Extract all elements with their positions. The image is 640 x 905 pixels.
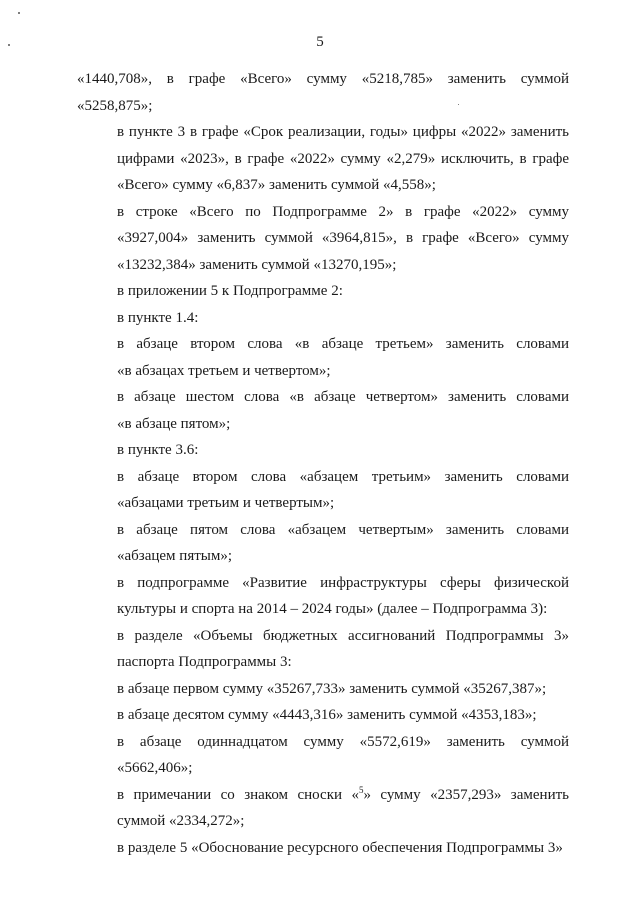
paragraph [77,623,569,676]
text-fragment: » сумму «2357,293» заменить [363,786,569,803]
text-line: в пункте 1.4: [117,309,199,326]
text-line: в абзаце первом сумму «35267,733» заменить суммой «35267,387»; [117,680,547,697]
text-line: в пункте 3 в графе «Срок реализации, годы» цифры «2022» заменить [117,124,569,140]
paragraph [77,278,569,305]
text-line: «абзацем пятым»; [117,548,233,564]
text-line: культуры и спорта на 2014 – 2024 годы» (далее – Подпрограмма 3): [117,601,548,617]
text-fragment: в примечании со знаком сноски « [117,786,359,803]
text-line: «3927,004» заменить суммой «3964,815», в графе «Всего» сумму [117,230,569,246]
paragraph [77,676,569,703]
paragraph [77,66,569,119]
text-line: в абзаце пятом слова «абзацем четвертым» заменить словами [117,521,569,538]
paragraph [77,702,569,729]
paragraph [77,199,569,279]
text-line: «в абзацах третьем и четвертом»; [117,362,331,379]
text-line: в абзаце втором слова «абзацем третьим» заменить словами [117,468,569,485]
page-number: 5 [316,34,324,50]
text-line: в абзаце десятом сумму «4443,316» заменить суммой «4353,183»; [117,707,537,723]
paragraph [77,729,569,782]
text-line: «13232,384» заменить суммой «13270,195»; [117,256,397,273]
document-body [77,66,569,861]
paragraph [77,464,569,517]
text-line: в разделе «Объемы бюджетных ассигнований Подпрограммы 3» [117,627,569,644]
paragraph [77,305,569,332]
text-line: суммой «2334,272»; [117,813,245,829]
text-line: в разделе 5 «Обоснование ресурсного обеспечения Подпрограммы 3» [117,839,563,856]
text-line: «5258,875»; [77,97,153,114]
paragraph [77,835,569,862]
text-line: в абзаце втором слова «в абзаце третьем» заменить словами [117,336,569,352]
paragraph [77,331,569,384]
paragraph [77,517,569,570]
footnote-marker: 5 [358,784,364,795]
scan-speck [8,44,10,46]
text-line: «в абзаце пятом»; [117,415,231,432]
paragraph [77,437,569,464]
text-line: «5662,406»; [117,760,193,776]
text-line: в абзаце одиннадцатом сумму «5572,619» заменить суммой [117,733,569,750]
text-line: паспорта Подпрограммы 3: [117,654,292,670]
paragraph [77,782,569,835]
text-line: цифрами «2023», в графе «2022» сумму «2,279» исключить, в графе [117,150,569,167]
text-line: «1440,708», в графе «Всего» сумму «5218,785» заменить суммой [77,71,569,87]
text-line: в подпрограмме «Развитие инфраструктуры сферы физической [117,574,569,591]
text-line: «абзацами третьим и четвертым»; [117,495,335,511]
scan-speck [18,12,20,14]
paragraph [77,384,569,437]
scan-speck [458,104,459,105]
text-line: в приложении 5 к Подпрограмме 2: [117,283,343,299]
paragraph [77,119,569,199]
text-line: в абзаце шестом слова «в абзаце четвертом» заменить словами [117,389,569,405]
text-line: «Всего» сумму «6,837» заменить суммой «4,558»; [117,177,436,193]
text-line: в пункте 3.6: [117,442,199,458]
paragraph [77,570,569,623]
text-line [77,782,569,809]
text-line: в строке «Всего по Подпрограмме 2» в графе «2022» сумму [117,203,569,220]
